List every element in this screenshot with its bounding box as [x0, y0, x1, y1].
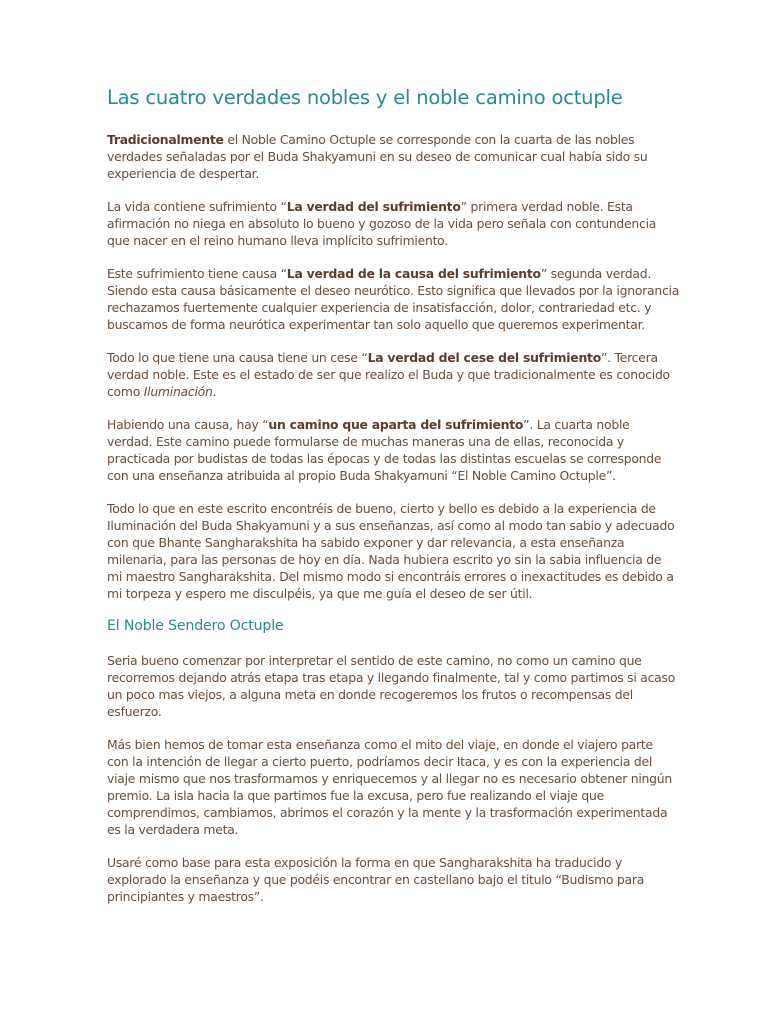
text-line: premio. La isla hacia la que partimos fue la excusa, pero fue realizando el viaje que [107, 788, 604, 804]
section-paragraph-3 [107, 854, 708, 905]
lead-bold-text: Tradicionalmente [107, 132, 224, 148]
text-line: viaje mismo que nos trasformamos y enriquecemos y al llegar no es necesario obtener ningún [107, 771, 672, 787]
text-line: Iluminación del Buda Shakyamuni y a sus enseñanzas, así como al modo tan sabio y adecuado [107, 518, 675, 534]
text-span: Este sufrimiento tiene causa “ [107, 266, 287, 282]
text-line: milenaria, para las personas de hoy en día. Nada hubiera escrito yo sin la sabia influencia de [107, 552, 662, 568]
text-line: mi torpeza y espero me disculpéis, ya que me guía el deseo de ser útil. [107, 586, 533, 602]
fourth-truth-paragraph [107, 416, 708, 484]
text-line: Todo lo que en este escrito encontréis de bueno, cierto y bello es debido a la experiencia de [107, 501, 656, 517]
text-span: ” segunda verdad. [540, 266, 652, 282]
text-line [107, 131, 708, 148]
text-line: recorremos dejando atrás etapa tras etapa y llegando finalmente, tal y como partimos si acaso [107, 670, 676, 686]
text-span: ”. La cuarta noble [523, 417, 630, 433]
text-line: Más bien hemos de tomar esta enseñanza como el mito del viaje, en donde el viajero parte [107, 737, 653, 753]
text-line [107, 349, 708, 366]
text-line: verdades señaladas por el Buda Shakyamuni en su deseo de comunicar cual había sido su [107, 149, 648, 165]
section-heading: El Noble Sendero Octuple [107, 618, 284, 635]
text-span: ”. Tercera [600, 350, 658, 366]
text-span: como [107, 384, 144, 400]
section-paragraph-2 [107, 736, 708, 838]
truth-title: La verdad del sufrimiento [286, 199, 461, 215]
text-line: mi maestro Sangharakshita. Del mismo modo si encontráis errores o inexactitudes es debido a [107, 569, 674, 585]
truth-title: un camino que aparta del sufrimiento [268, 417, 524, 433]
text-span: Habiendo una causa, hay “ [107, 417, 269, 433]
text-line: es la verdadera meta. [107, 822, 239, 838]
text-line [107, 383, 708, 400]
text-line [107, 416, 708, 433]
text-line: con la intención de llegar a cierto puerto, podríamos decir Itaca, y es con la experiencia del [107, 754, 653, 770]
text-line: practicada por budistas de todas las épocas y de todas las distintas escuelas se corresponde [107, 451, 662, 467]
document-title: Las cuatro verdades nobles y el noble camino octuple [107, 86, 623, 109]
second-truth-paragraph [107, 265, 708, 333]
text-line: Usaré como base para esta exposición la forma en que Sangharakshita ha traducido y [107, 855, 623, 871]
text-line: explorado la enseñanza y que podéis encontrar en castellano bajo el titulo “Budismo para [107, 872, 645, 888]
third-truth-paragraph [107, 349, 708, 400]
text-span: ” primera verdad noble. Esta [460, 199, 633, 215]
text-span: La vida contiene sufrimiento “ [107, 199, 287, 215]
italic-term: Iluminación [143, 384, 213, 400]
text-line: experiencia de despertar. [107, 166, 260, 182]
text-line [107, 265, 708, 282]
text-span: el Noble Camino Octuple se corresponde con la cuarta de las nobles [223, 132, 635, 148]
section-paragraph-1 [107, 652, 708, 720]
text-line: un poco mas viejos, a alguna meta en donde recogeremos los frutos o recompensas del [107, 687, 633, 703]
text-line [107, 198, 708, 215]
text-line: que nacer en el reino humano lleva implícito sufrimiento. [107, 233, 448, 249]
text-line: con que Bhante Sangharakshita ha sabido exponer y dar relevancia, a esta enseñanza [107, 535, 625, 551]
first-truth-paragraph [107, 198, 708, 249]
text-line: rechazamos fuertemente cualquier experiencia de insatisfacción, dolor, contrariedad etc. y [107, 300, 652, 316]
text-line: verdad noble. Este es el estado de ser que realizo el Buda y que tradicionalmente es conocido [107, 367, 670, 383]
truth-title: La verdad de la causa del sufrimiento [286, 266, 541, 282]
text-line: comprendimos, cambiamos, abrimos el corazón y la mente y la trasformación experimentada [107, 805, 668, 821]
acknowledgement-paragraph [107, 500, 708, 602]
text-line: principiantes y maestros”. [107, 889, 264, 905]
truth-title: La verdad del cese del sufrimiento [367, 350, 601, 366]
text-line: verdad. Este camino puede formularse de muchas maneras una de ellas, reconocida y [107, 434, 625, 450]
text-line: Siendo esta causa básicamente el deseo neurótico. Esto significa que llevados por la ignorancia [107, 283, 680, 299]
text-line: buscamos de forma neurótica experimentar tan solo aquello que queremos experimentar. [107, 317, 645, 333]
intro-paragraph [107, 131, 708, 182]
text-line: afirmación no niega en absoluto lo bueno y gozoso de la vida pero señala con contundencia [107, 216, 657, 232]
text-line: Seria bueno comenzar por interpretar el sentido de este camino, no como un camino que [107, 653, 642, 669]
text-span: Todo lo que tiene una causa tiene un cese “ [107, 350, 368, 366]
text-span: . [212, 384, 217, 400]
text-line: esfuerzo. [107, 704, 162, 720]
text-line: con una enseñanza atribuida al propio Buda Shakyamuni “El Noble Camino Octuple”. [107, 468, 616, 484]
